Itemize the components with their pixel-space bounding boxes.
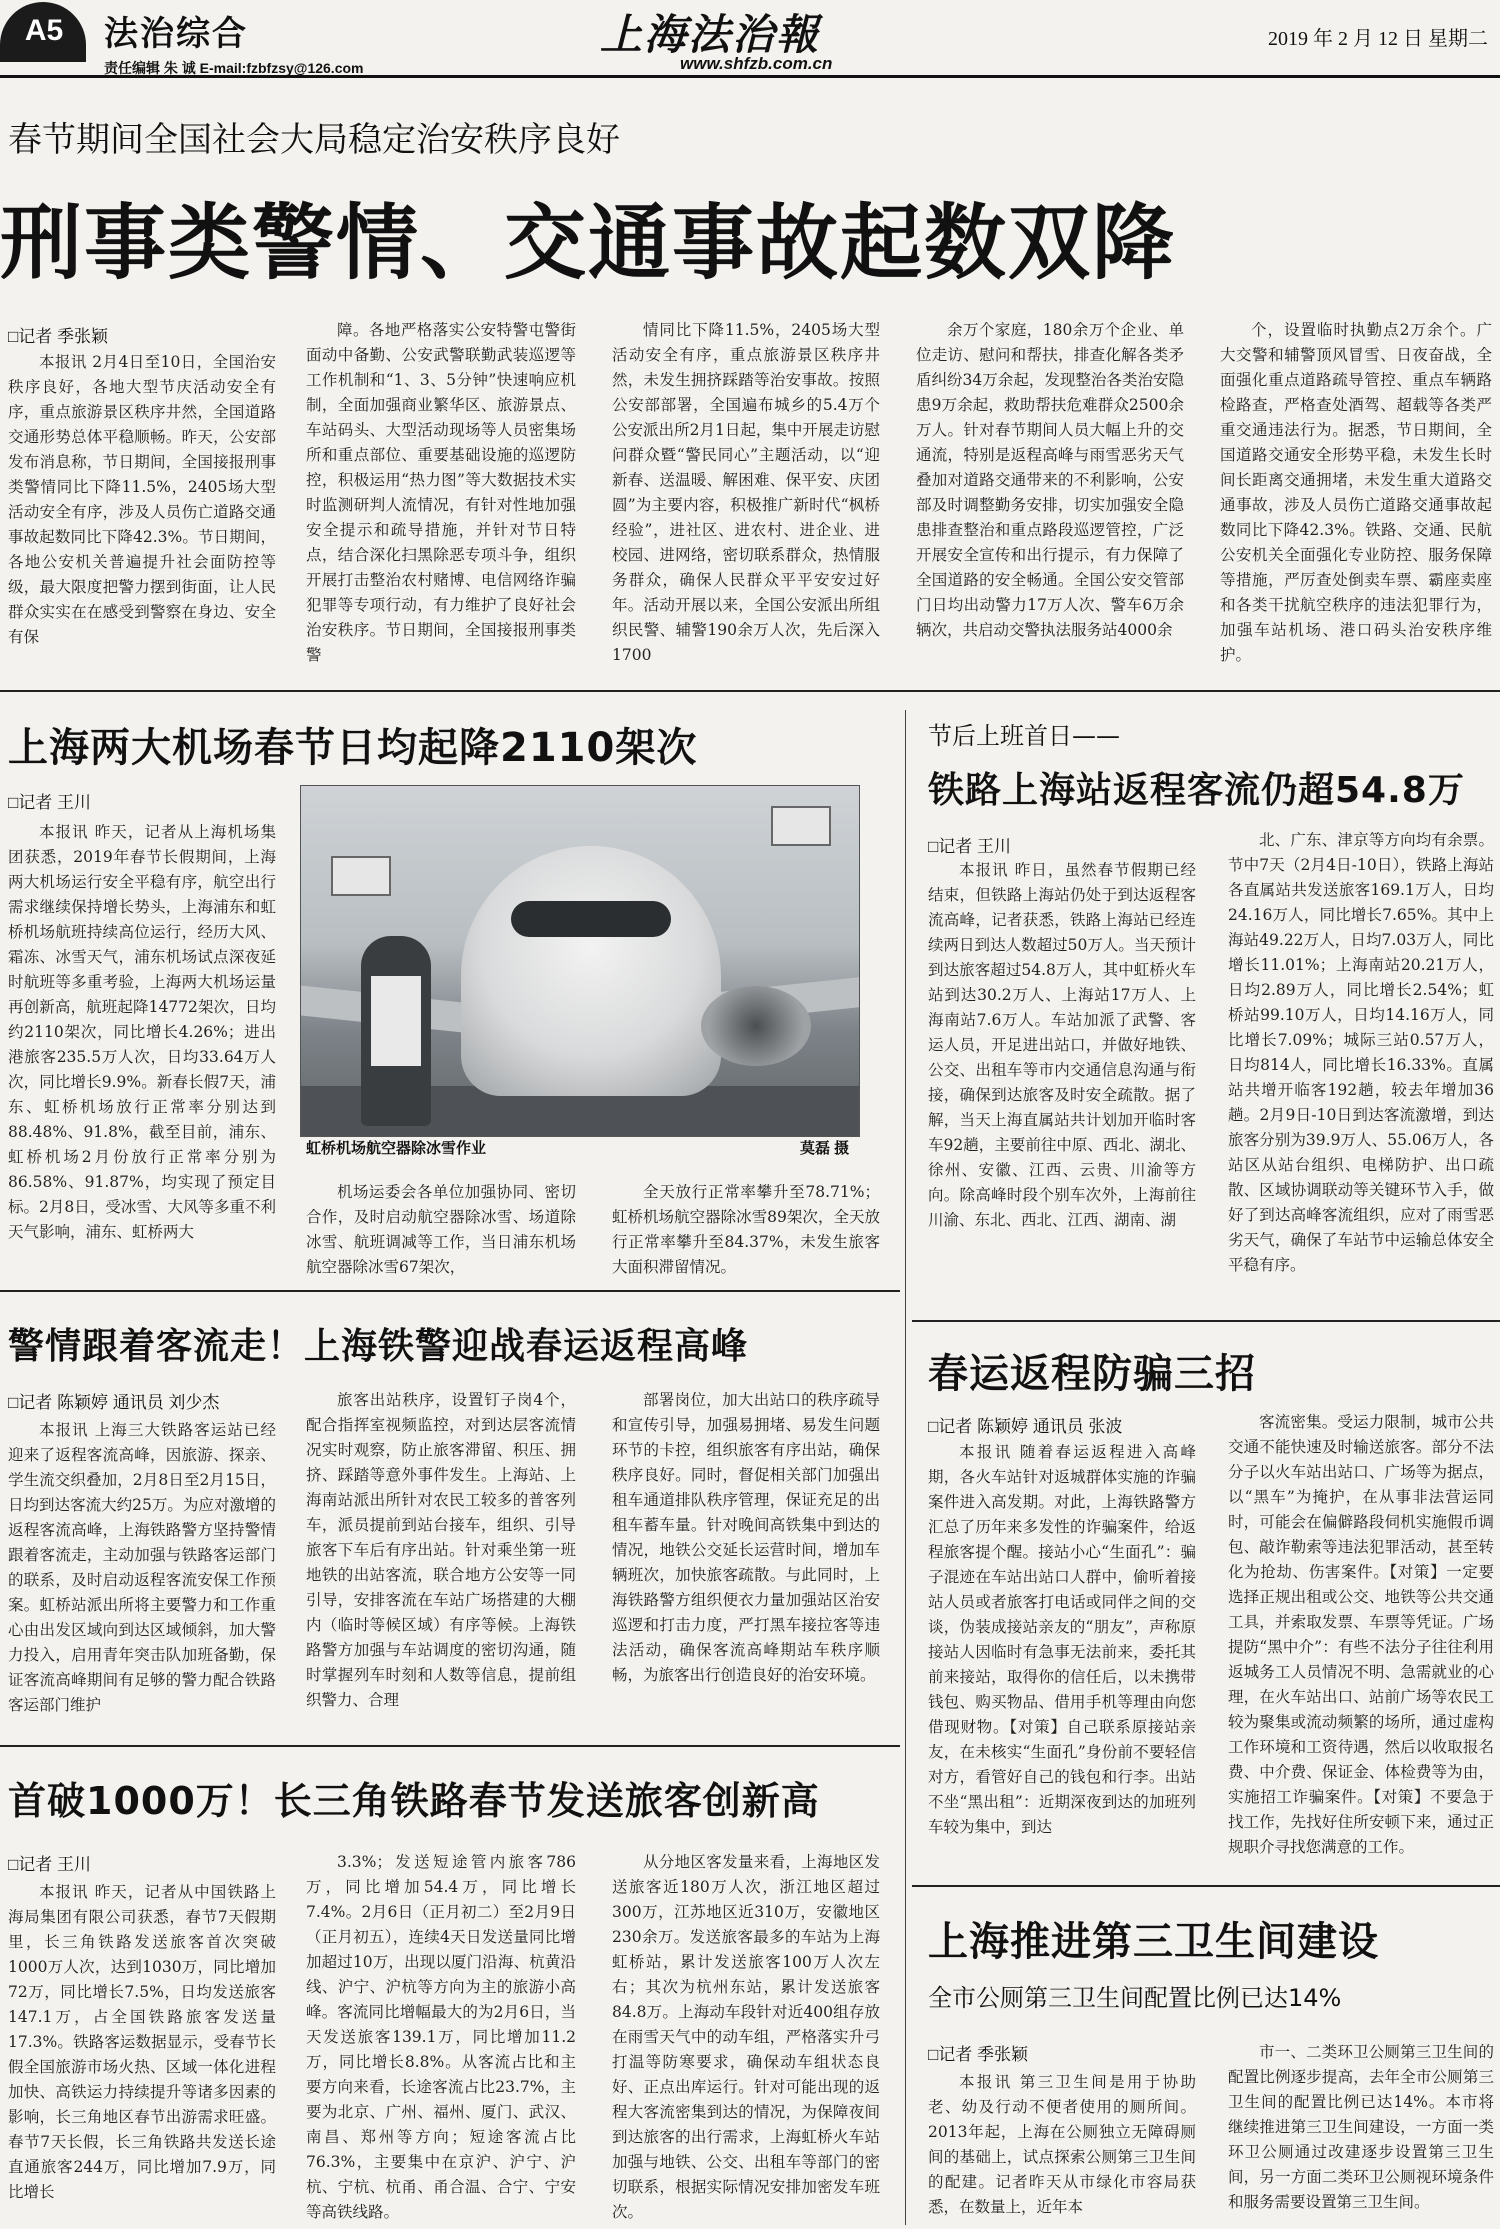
lead-byline: □记者 季张颖: [8, 327, 108, 346]
toilet-byline: □记者 季张颖: [928, 2045, 1028, 2064]
divider: [0, 1290, 900, 1292]
photo-deicing-truck-left: [331, 856, 391, 896]
editor-line: 责任编辑 朱 诚 E-mail:fzbfzsy@126.com: [104, 60, 364, 76]
lead-column-3: 情同比下降11.5%，2405场大型活动安全有序，重点旅游景区秩序井然，未发生拥挤踩踏等治安事故。按照公安部部署，全国遍布城乡的5.4万个公安派出所2月1日起，集中开展走访慰问群众暨“警民同心”主题活动，以“迎新春、送温暖、解困难、保平安、庆团圆”为主要内容，积极推广新时代“枫桥经验”，进社区、进农村、进企业、进校园、进网络，密切联系群众，热情服务群众，确保人民群众平平安安过好年。活动开展以来，全国公安派出所组织民警、辅警190余万人次，先后深入1700: [612, 321, 880, 664]
page-number-badge: [0, 2, 86, 62]
fraud-column-1: 本报讯 随着春运返程进入高峰期，各火车站针对返城群体实施的诈骗案件进入高发期。对此，上海铁路警方汇总了历年来多发性的诈骗案件，给返程旅客提个醒。接站小心“生面孔”：骗子混迹在车站出站口人群中，偷听着接站人员或者旅客打电话或同伴之间的交谈，伪装成接站亲友的“朋友”，声称原接站人因临时有急事无法前来，委托其前来接站，取得你的信任后，以未携带钱包、购买物品、借用手机等理由向您借现财物。【对策】自己联系原接站亲友，在未核实“生面孔”身份前不要轻信对方，看管好自己的钱包和行李。出站不坐“黑出租”：近期深夜到达的加班列车较为集中，到达: [928, 1443, 1196, 1836]
lead-headline: 刑事类警情、交通事故起数双降: [0, 196, 1177, 291]
airport-deicing-photo: [300, 785, 860, 1137]
column-divider: [905, 710, 906, 2225]
station-byline: □记者 王川: [928, 837, 1011, 856]
station-headline: 铁路上海站返程客流仍超54.8万: [928, 770, 1465, 811]
police-headline: 警情跟着客流走！上海铁警迎战春运返程高峰: [8, 1326, 749, 1367]
lead-column-5: 个，设置临时执勤点2万余个。广大交警和辅警顶风冒雪、日夜奋战，全面强化重点道路疏导管控、重点车辆路检路查，严格查处酒驾、超载等各类严重交通违法行为。据悉，节日期间，全国道路交通安全形势平稳，未发生长时间长距离交通拥堵，未发生重大道路交通事故，涉及人员伤亡道路交通事故起数同比下降42.3%。铁路、交通、民航公安机关全面强化专业防控、服务保障等措施，严厉查处倒卖车票、霸座卖座和各类干扰航空秩序的违法犯罪行为，加强车站机场、港口码头治安秩序维护。: [1220, 321, 1492, 664]
lead-kicker: 春节期间全国社会大局稳定治安秩序良好: [8, 121, 620, 159]
yrd-column-3: 从分地区客发量来看，上海地区发送旅客近180万人次，浙江地区超过300万，江苏地区近310万，安徽地区230余万。发送旅客最多的车站为上海虹桥站，累计发送旅客100万人次左右；其次为杭州东站，累计发送旅客84.8万。上海动车段针对近400组存放在雨雪天气中的动车组，严格落实升弓打温等防寒要求，确保动车组状态良好、正点出库运行。针对可能出现的返程大客流密集到达的情况，为保障夜间到达旅客的出行需求，上海虹桥火车站加强与地铁、公交、出租车等部门的密切联系，根据实际情况安排加密发车班次。: [612, 1853, 880, 2221]
yrd-column-2: 3.3%；发送短途管内旅客786万，同比增加54.4万，同比增长7.4%。2月6日（正月初二）至2月9日（正月初五），连续4天日发送量同比增加超过10万，出现以厦门沿海、杭黄沿线、沪宁、沪杭等方向为主的旅游小高峰。客流同比增幅最大的为2月6日，当天发送旅客139.1万，同比增加11.2万，同比增长8.8%。从客流占比和主要方向来看，长途客流占比23.7%，主要为北京、广州、福州、厦门、武汉、南昌、郑州等方向；短途客流占比76.3%，主要集中在京沪、沪宁、沪杭、宁杭、杭甬、甬合温、合宁、宁安等高铁线路。: [306, 1853, 576, 2221]
lead-column-2: 障。各地严格落实公安特警屯警街面动中备勤、公安武警联勤武装巡逻等工作机制和“1、3、5分钟”快速响应机制，全面加强商业繁华区、旅游景点、车站码头、大型活动现场等人员密集场所和重点部位、重要基础设施的巡逻防控，积极运用“热力图”等大数据技术实时监测研判人流情况，有针对性地加强安全提示和疏导措施，并针对节日特点，结合深化扫黑除恶专项斗争，组织开展打击整治农村赌博、电信网络诈骗犯罪等专项行动，有力维护了良好社会治安秩序。节日期间，全国接报刑事类警: [306, 321, 576, 664]
photo-aircraft: [461, 846, 721, 1096]
photo-deicing-truck-right: [771, 806, 831, 846]
toilet-subheadline: 全市公厕第三卫生间配置比例已达14%: [928, 1984, 1342, 2012]
station-column-2: 北、广东、津京等方向均有余票。节中7天（2月4日-10日），铁路上海站各直属站共发送旅客169.1万人，日均24.16万人，同比增长7.65%。其中上海站49.22万人，日均7.03万人，同比增长11.01%；上海南站20.21万人，日均2.89万人，同比增长2.54%；虹桥站99.10万人，日均14.16万人，同比增长7.09%；城际三站0.57万人，日均814人，同比增长16.33%。直属站共增开临客192趟，较去年增加36趟。2月9日-10日到达客流激增，到达旅客分别为39.9万人、55.06万人，各站区从站台组织、电梯防护、出口疏散、区域协调联动等关键环节入手，做好了到达高峰客流组织，应对了雨雪恶劣天气，确保了车站节中运输总体安全平稳有序。: [1228, 831, 1494, 1274]
yrd-byline: □记者 王川: [8, 1855, 91, 1874]
issue-date: 2019 年 2 月 12 日 星期二: [1268, 28, 1488, 50]
divider: [912, 1320, 1500, 1322]
airport-column-3: 全天放行正常率攀升至78.71%；虹桥机场航空器除冰雪89架次，全天放行正常率攀升至84.37%，未发生旅客大面积滞留情况。: [612, 1183, 880, 1276]
fraud-headline: 春运返程防骗三招: [928, 1351, 1256, 1397]
photo-credit: 莫磊 摄: [800, 1140, 850, 1157]
divider: [0, 690, 1500, 692]
airport-column-1: 本报讯 昨天，记者从上海机场集团获悉，2019年春节长假期间，上海两大机场运行安全平稳有序，航空出行需求继续保持增长势头，上海浦东和虹桥机场航班持续高位运行，经历大风、霜冻、冰雪天气，浦东机场试点深夜延时航班等多重考验，上海两大机场运量再创新高，航班起降14772架次，日均约2110架次，同比增长4.26%；进出港旅客235.5万人次，日均33.64万人次，同比增长9.9%。新春长假7天，浦东、虹桥机场放行正常率分别达到88.48%、91.8%，截至目前，浦东、虹桥机场2月份放行正常率分别为86.58%、91.87%，均实现了预定目标。2月8日，受冰雪、大风等多重不利天气影响，浦东、虹桥两大: [8, 823, 276, 1241]
toilet-column-2: 市一、二类环卫公厕第三卫生间的配置比例逐步提高，去年全市公厕第三卫生间的配置比例已达14%。本市将继续推进第三卫生间建设，一方面一类环卫公厕通过改建逐步设置第三卫生间，另一方面二类环卫公厕视环境条件和服务需要设置第三卫生间。: [1228, 2043, 1494, 2211]
station-kicker: 节后上班首日——: [928, 722, 1120, 750]
photo-vest: [371, 976, 421, 1066]
police-byline: □记者 陈颖婷 通讯员 刘少杰: [8, 1393, 220, 1412]
police-column-2: 旅客出站秩序，设置钉子岗4个，配合指挥室视频监控，对到达层客流情况实时观察，防止旅客滞留、积压、拥挤、踩踏等意外事件发生。上海站、上海南站派出所针对农民工较多的普客列车，派员提前到站台接车，组织、引导旅客下车后有序出站。针对乘坐第一班地铁的出站客流，联合地方公安等一同引导，安排客流在车站广场搭建的大棚内（临时等候区域）有序等候。上海铁路警方加强与车站调度的密切沟通，随时掌握列车时刻和人数等信息，提前组织警力、合理: [306, 1391, 576, 1709]
lead-column-1: 本报讯 2月4日至10日，全国治安秩序良好，各地大型节庆活动安全有序，重点旅游景区秩序井然，全国道路交通形势总体平稳顺畅。昨天，公安部发布消息称，节日期间，全国接报刑事类警情同比下降11.5%，2405场大型活动安全有序，涉及人员伤亡道路交通事故起数同比下降42.3%。节日期间，各地公安机关普遍提升社会面防控等级，最大限度把警力摆到街面，让人民群众实实在在感受到警察在身边、安全有保: [8, 353, 276, 646]
yrd-headline: 首破1000万！长三角铁路春节发送旅客创新高: [8, 1779, 820, 1823]
lead-column-4: 余万个家庭，180余万个企业、单位走访、慰问和帮扶，排查化解各类矛盾纠纷34万余起，发现整治各类治安隐患9万余起，救助帮扶危难群众2500余万人。针对春节期间人员大幅上升的交通流，特别是返程高峰与雨雪恶劣天气叠加对道路交通带来的不利影响，公安部及时调整勤务安排，切实加强安全隐患排查整治和重点路段巡逻管控，广泛开展安全宣传和出行提示，有力保障了全国道路的安全畅通。全国公安交管部门日均出动警力17万人次、警车6万余辆次，共启动交警执法服务站4000余: [916, 321, 1184, 639]
police-column-1: 本报讯 上海三大铁路客运站已经迎来了返程客流高峰，因旅游、探亲、学生流交织叠加，2月8日至2月15日，日均到达客流大约25万。为应对激增的返程客流高峰，上海铁路警方坚持警情跟着客流走，主动加强与铁路客运部门的联系，及时启动返程客流安保工作预案。虹桥站派出所将主要警力和工作重心由出发区域向到达区域倾斜，加大警力投入，启用青年突击队加班备勤，保证客流高峰期间有足够的警力配合铁路客运部门维护: [8, 1421, 276, 1714]
divider: [912, 1885, 1500, 1887]
airport-headline: 上海两大机场春节日均起降2110架次: [8, 725, 698, 771]
toilet-headline: 上海推进第三卫生间建设: [928, 1919, 1379, 1965]
newspaper-logo: 上海法治報: [600, 10, 821, 59]
police-column-3: 部署岗位，加大出站口的秩序疏导和宣传引导，加强易拥堵、易发生问题环节的卡控，组织旅客有序出站，确保秩序良好。同时，督促相关部门加强出租车通道排队秩序管理，保证充足的出租车蓄车量。针对晚间高铁集中到达的情况，地铁公交延长运营时间，增加车辆班次，加快旅客疏散。与此同时，上海铁路警方组织便衣力量加强站区治安巡逻和打击力度，严打黑车接拉客等违法活动，确保客流高峰期站车秩序顺畅，为旅客出行创造良好的治安环境。: [612, 1391, 880, 1684]
yrd-column-1: 本报讯 昨天，记者从中国铁路上海局集团有限公司获悉，春节7天假期里，长三角铁路发送旅客首次突破1000万人次，达到1030万，同比增加72万，同比增长7.5%，日均发送旅客147.1万，占全国铁路旅客发送量17.3%。铁路客运数据显示，受春节长假全国旅游市场火热、区域一体化进程加快、高铁运力持续提升等诸多因素的影响，长三角地区春节出游需求旺盛。春节7天长假，长三角铁路共发送长途直通旅客244万，同比增加7.9万，同比增长: [8, 1883, 276, 2201]
photo-cockpit: [511, 901, 671, 937]
fraud-byline: □记者 陈颖婷 通讯员 张波: [928, 1417, 1123, 1436]
page-number: A5: [24, 14, 64, 47]
newspaper-url: www.shfzb.com.cn: [680, 54, 833, 73]
airport-byline: □记者 王川: [8, 793, 91, 812]
photo-engine: [701, 986, 811, 1066]
photo-caption: 虹桥机场航空器除冰雪作业: [306, 1140, 487, 1157]
airport-column-2: 机场运委会各单位加强协同、密切合作，及时启动航空器除冰雪、场道除冰雪、航班调减等工作，当日浦东机场航空器除冰雪67架次，: [306, 1183, 576, 1276]
station-column-1: 本报讯 昨日，虽然春节假期已经结束，但铁路上海站仍处于到达返程客流高峰，记者获悉，铁路上海站已经连续两日到达人数超过50万人。当天预计到达旅客超过54.8万人，其中虹桥火车站到达30.2万人、上海站17万人、上海南站7.6万人。车站加派了武警、客运人员，开足进出站口，并做好地铁、公交、出租车等市内交通信息沟通与衔接，确保到达旅客及时安全疏散。据了解，当天上海直属站共计划加开临时客车92趟，主要前往中原、西北、湖北、徐州、安徽、江西、云贵、川渝等方向。除高峰时段个别车次外，上海前往川渝、东北、西北、江西、湖南、湖: [928, 861, 1196, 1229]
fraud-column-2: 客流密集。受运力限制，城市公共交通不能快速及时输送旅客。部分不法分子以火车站出站口、广场等为据点，以“黑车”为掩护，在从事非法营运同时，可能会在偏僻路段伺机实施假币调包、敲诈勒索等违法犯罪活动，甚至转化为抢劫、伤害案件。【对策】一定要选择正规出租或公交、地铁等公共交通工具，并索取发票、车票等凭证。广场提防“黑中介”：有些不法分子往往利用返城务工人员情况不明、急需就业的心理，在火车站出口、站前广场等农民工较为聚集或流动频繁的场所，通过虚构工作环境和工资待遇，然后以收取报名费、中介费、保证金、体检费等为由，实施招工诈骗案件。【对策】不要急于找工作，先找好住所安顿下来，通过正规职介寻找您满意的工作。: [1228, 1413, 1494, 1856]
toilet-column-1: 本报讯 第三卫生间是用于协助老、幼及行动不便者使用的厕所间。2013年起，上海在公厕独立无障碍厕间的基础上，试点探索公厕第三卫生间的配建。记者昨天从市绿化市容局获悉，在数量上，近年本: [928, 2073, 1196, 2216]
divider: [0, 1745, 900, 1747]
section-title: 法治综合: [104, 15, 248, 53]
